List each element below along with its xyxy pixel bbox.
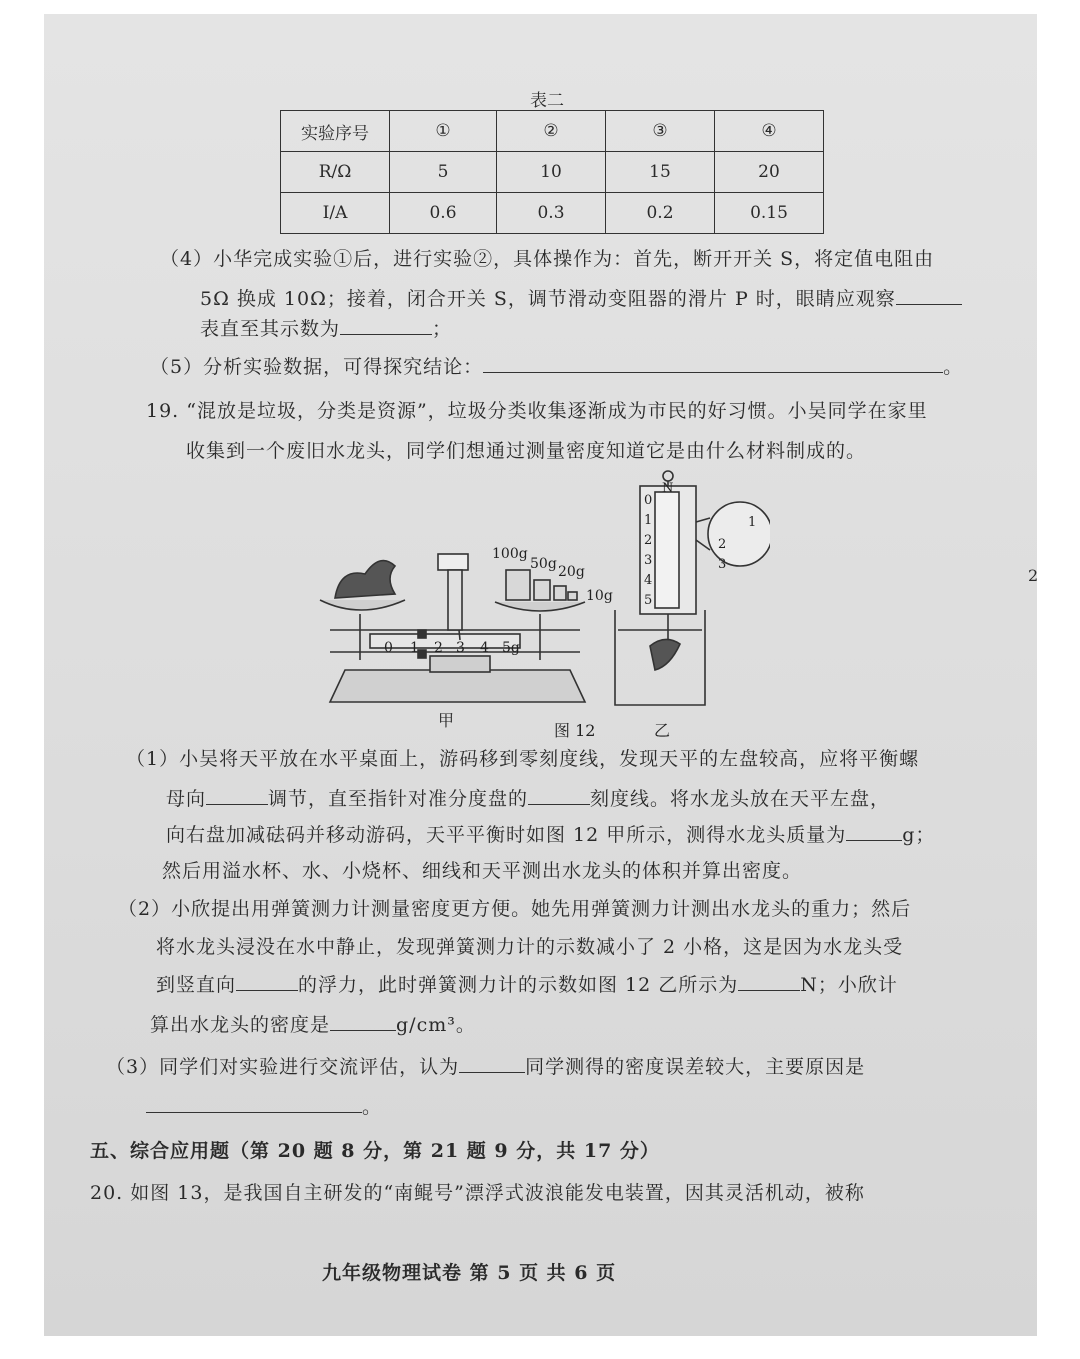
q19-part3-end: 。 (362, 1096, 383, 1118)
answer-blank (483, 354, 943, 373)
answer-blank (340, 316, 432, 335)
figure-label-left: 甲 (438, 711, 455, 730)
rider-tick: 2 (434, 640, 443, 656)
table-cell: 10 (497, 152, 606, 193)
table-cell: 0.6 (390, 193, 497, 234)
table-cell: 0.3 (497, 193, 606, 234)
weight-label: 20g (558, 564, 585, 580)
table-cell: 20 (715, 152, 824, 193)
q19-part2-text: g/cm³。 (396, 1014, 476, 1036)
q19-stem-line2: 收集到一个废旧水龙头，同学们想通过测量密度知道它是由什么材料制成的。 (186, 440, 867, 462)
table-cell: I/A (281, 193, 390, 234)
q19-part2-line3 (156, 970, 898, 997)
table-row (281, 193, 824, 234)
rider-tick: 3 (456, 640, 465, 656)
page-footer: 九年级物理试卷 第 5 页 共 6 页 (322, 1262, 617, 1284)
table-cell: 15 (606, 152, 715, 193)
weight-label: 50g (530, 556, 557, 572)
spring-tick: 2 (644, 533, 653, 548)
q19-part3-line2 (146, 1092, 382, 1119)
header-cell: ① (390, 111, 497, 152)
q19-part2-line2: 将水龙头浸没在水中静止，发现弹簧测力计的示数减小了 2 小格，这是因为水龙头受 (156, 936, 904, 958)
answer-blank (206, 786, 268, 805)
spring-unit: N (662, 481, 674, 496)
answer-blank (528, 786, 590, 805)
data-table (280, 110, 824, 234)
q19-part1-text: 调节，直至指针对准分度盘的 (268, 788, 529, 810)
answer-blank (896, 286, 962, 305)
q18-part5-text: （5）分析实验数据，可得探究结论： (150, 356, 484, 378)
spring-tick: 3 (644, 553, 653, 568)
q18-part4-line3 (200, 314, 452, 341)
answer-blank (146, 1094, 362, 1113)
q19-part3-text: （3）同学们对实验进行交流评估，认为 (106, 1056, 460, 1078)
spring-balance (615, 471, 770, 705)
weight-label: 100g (492, 546, 528, 562)
q18-part4-text: ； (432, 318, 453, 340)
q19-part1-line3 (166, 820, 935, 847)
q18-part4-text: 5Ω 换成 10Ω；接着，闭合开关 S，调节滑动变阻器的滑片 P 时，眼睛应观察 (200, 288, 896, 310)
section-heading: 五、综合应用题（第 20 题 8 分，第 21 题 9 分，共 17 分） (90, 1140, 660, 1162)
rider-tick: 4 (480, 640, 489, 656)
q19-part1-text: 刻度线。将水龙头放在天平左盘， (590, 788, 891, 810)
zoom-tick: 2 (718, 537, 727, 552)
q18-part5-end: 。 (943, 356, 964, 378)
q19-part1-text: 向右盘加减砝码并移动游码，天平平衡时如图 12 甲所示，测得水龙头质量为 (166, 824, 847, 846)
edge-mark: 2 (1028, 566, 1039, 585)
header-cell: 实验序号 (281, 111, 390, 152)
rider-tick: 1 (410, 640, 419, 656)
q19-part2-line4 (150, 1010, 476, 1037)
q18-part4-text: 表直至其示数为 (200, 318, 341, 340)
weight-label: 10g (586, 588, 613, 604)
q18-part4-line2 (200, 284, 962, 311)
q19-part2-line1: （2）小欣提出用弹簧测力计测量密度更方便。她先用弹簧测力计测出水龙头的重力；然后 (118, 898, 912, 920)
q19-part3-line1 (106, 1052, 865, 1079)
q19-part1-line4: 然后用溢水杯、水、小烧杯、细线和天平测出水龙头的体积并算出密度。 (162, 860, 803, 882)
spring-tick: 1 (644, 513, 653, 528)
answer-blank (846, 822, 902, 841)
q18-part4-line1: （4）小华完成实验①后，进行实验②，具体操作为：首先，断开开关 S，将定值电阻由 (160, 248, 935, 270)
answer-blank (738, 972, 800, 991)
header-cell: ② (497, 111, 606, 152)
header-cell: ④ (715, 111, 824, 152)
q19-part2-text: 的浮力，此时弹簧测力计的示数如图 12 乙所示为 (298, 974, 739, 996)
figure-12 (310, 470, 770, 745)
rider-tick: 0 (384, 640, 393, 656)
table-cell: 0.15 (715, 193, 824, 234)
answer-blank (236, 972, 298, 991)
answer-blank (330, 1012, 396, 1031)
answer-blank (459, 1054, 525, 1073)
q19-part2-text: 到竖直向 (156, 974, 237, 996)
header-cell: ③ (606, 111, 715, 152)
q19-part2-text: N；小欣计 (800, 974, 898, 996)
table-header-row (281, 111, 824, 152)
table-row (281, 152, 824, 193)
figure-title: 图 12 (554, 721, 596, 740)
q19-part1-text: 母向 (166, 788, 207, 810)
table-cell: R/Ω (281, 152, 390, 193)
q20-stem: 20. 如图 13，是我国自主研发的“南鲲号”漂浮式波浪能发电装置，因其灵活机动，被称 (90, 1182, 865, 1204)
q19-part1-unit: g； (902, 824, 936, 846)
zoom-tick: 1 (748, 515, 757, 530)
q19-part1-line2 (166, 784, 890, 811)
zoom-tick: 3 (718, 557, 727, 572)
rider-tick: 5g (502, 640, 520, 656)
table-caption: 表二 (530, 91, 564, 111)
q18-part5 (150, 352, 963, 379)
q19-part2-text: 算出水龙头的密度是 (150, 1014, 331, 1036)
figure-label-right: 乙 (654, 721, 671, 740)
balance-scale (320, 554, 585, 702)
q19-part3-text: 同学测得的密度误差较大，主要原因是 (525, 1056, 866, 1078)
spring-tick: 5 (644, 593, 653, 608)
spring-tick: 4 (644, 573, 653, 588)
table-cell: 5 (390, 152, 497, 193)
q19-stem-line1: 19. “混放是垃圾，分类是资源”，垃圾分类收集逐渐成为市民的好习惯。小吴同学在家里 (146, 400, 928, 422)
table-cell: 0.2 (606, 193, 715, 234)
q19-part1-line1: （1）小吴将天平放在水平桌面上，游码移到零刻度线，发现天平的左盘较高，应将平衡螺 (126, 748, 920, 770)
spring-tick: 0 (644, 493, 653, 508)
